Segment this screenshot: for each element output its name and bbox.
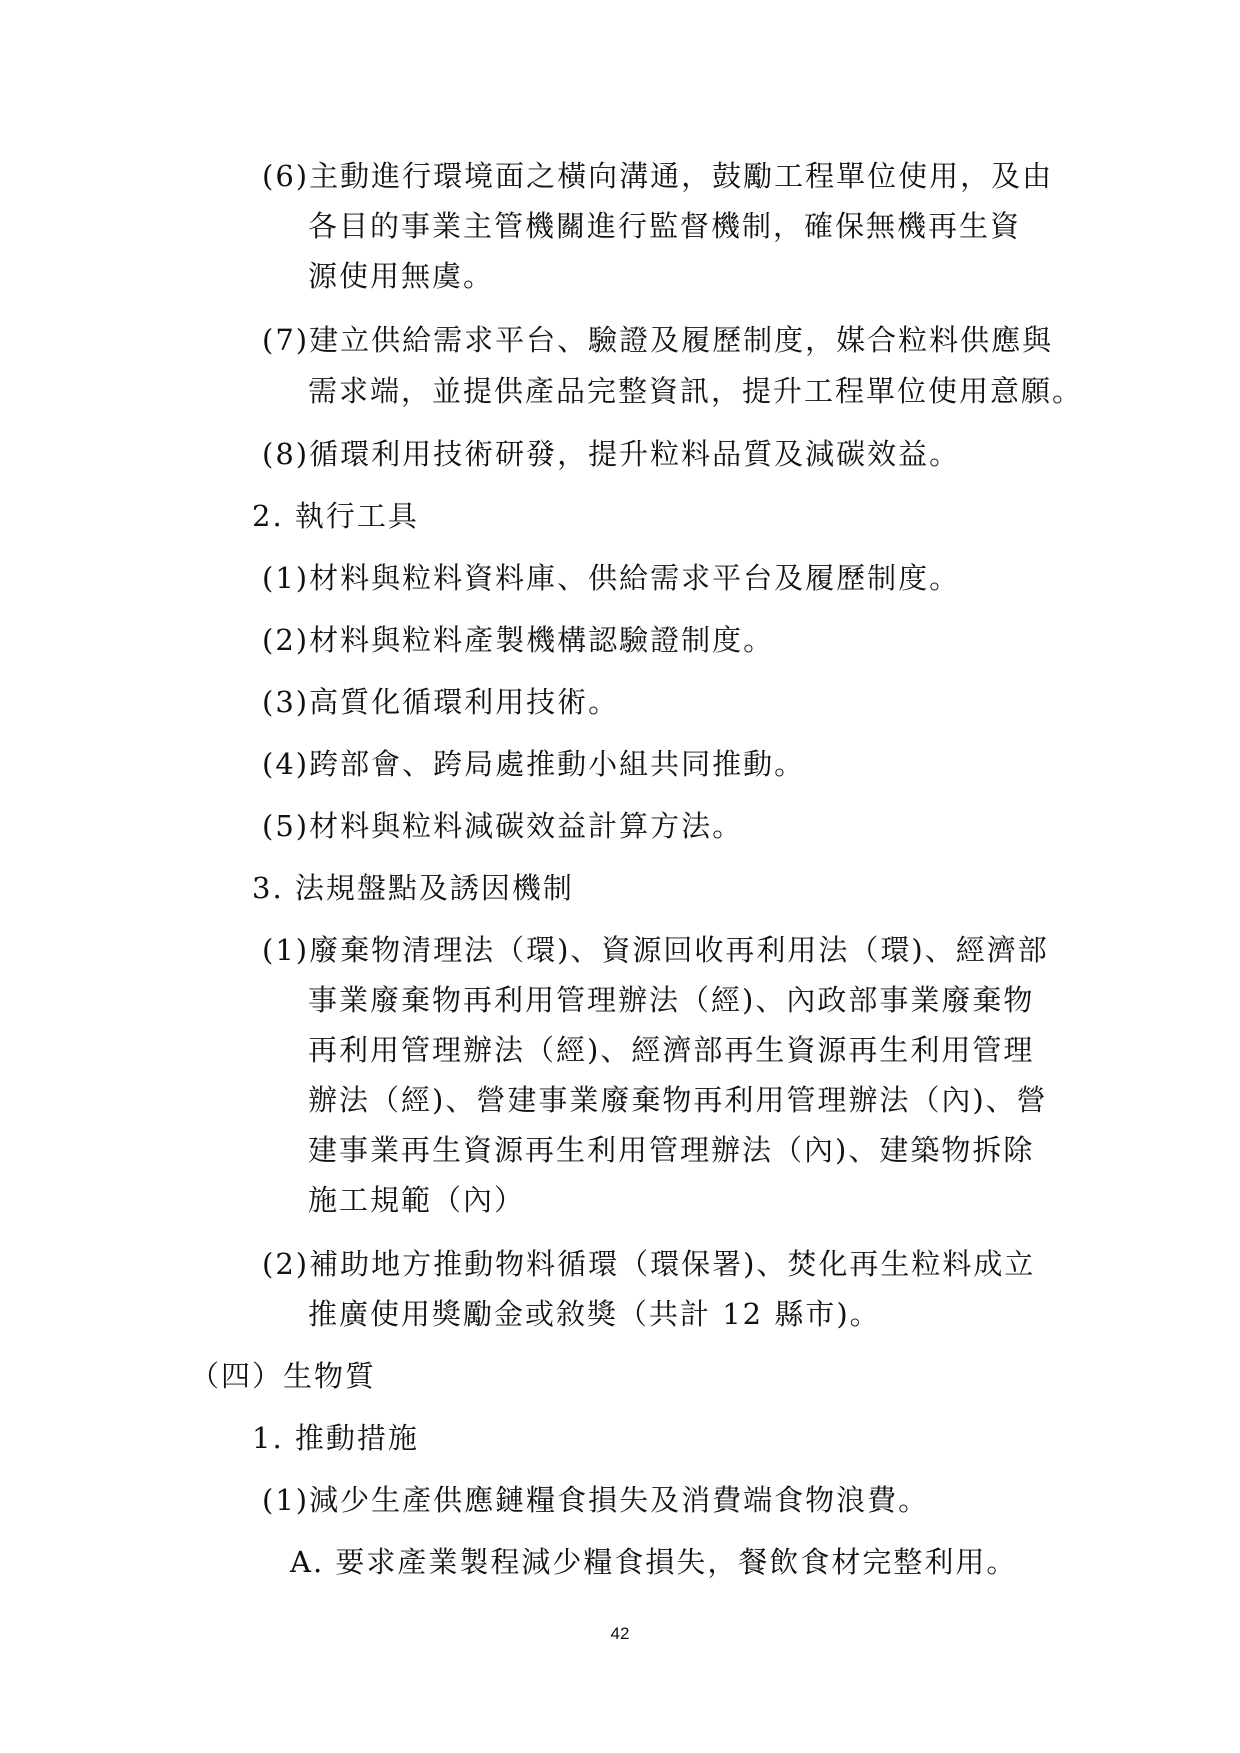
text-line-regulation-1-line-4: 辦法（經)、營建事業廢棄物再利用管理辦法（內)、營 xyxy=(308,1083,1048,1117)
text-line-regulation-1-line-2: 事業廢棄物再利用管理辦法（經)、內政部事業廢棄物 xyxy=(308,983,1035,1017)
text-line-regulation-1-line-5: 建事業再生資源再生利用管理辦法（內)、建築物拆除 xyxy=(308,1133,1035,1167)
text-line-item-6-line-2: 各目的事業主管機關進行監督機制，確保無機再生資 xyxy=(308,209,1022,243)
text-line-item-6-line-3: 源使用無虞。 xyxy=(308,259,495,293)
text-line-measure-1-a: A. 要求產業製程減少糧食損失，餐飲食材完整利用。 xyxy=(290,1545,1018,1579)
text-line-tool-1: (1)材料與粒料資料庫、供給需求平台及履歷制度。 xyxy=(262,561,961,595)
text-line-regulation-2-line-2: 推廣使用獎勵金或敘獎（共計 12 縣市)。 xyxy=(308,1297,881,1331)
heading-execution-tools: 2. 執行工具 xyxy=(252,499,419,533)
text-line-regulation-1-line-6: 施工規範（內） xyxy=(308,1183,526,1217)
text-line-item-8: (8)循環利用技術研發，提升粒料品質及減碳效益。 xyxy=(262,437,961,471)
text-line-regulation-1-line-3: 再利用管理辦法（經)、經濟部再生資源再生利用管理 xyxy=(308,1033,1035,1067)
text-line-item-7-line-2: 需求端，並提供產品完整資訊，提升工程單位使用意願。 xyxy=(308,374,1084,408)
text-line-item-7-line-1: (7)建立供給需求平台、驗證及履歷制度，媒合粒料供應與 xyxy=(262,323,1054,357)
page-number: 42 xyxy=(610,1624,630,1643)
text-line-tool-5: (5)材料與粒料減碳效益計算方法。 xyxy=(262,809,744,843)
text-line-regulation-2-line-1: (2)補助地方推動物料循環（環保署)、焚化再生粒料成立 xyxy=(262,1247,1036,1281)
text-line-item-6-line-1: (6)主動進行環境面之橫向溝通，鼓勵工程單位使用，及由 xyxy=(262,159,1054,193)
heading-measures: 1. 推動措施 xyxy=(252,1421,419,1455)
text-line-tool-2: (2)材料與粒料產製機構認驗證制度。 xyxy=(262,623,775,657)
text-line-tool-4: (4)跨部會、跨局處推動小組共同推動。 xyxy=(262,747,806,781)
text-line-tool-3: (3)高質化循環利用技術。 xyxy=(262,685,620,719)
heading-regulations: 3. 法規盤點及誘因機制 xyxy=(252,871,574,905)
section-heading-biomass: （四）生物質 xyxy=(190,1359,377,1393)
text-line-regulation-1-line-1: (1)廢棄物清理法（環)、資源回收再利用法（環)、經濟部 xyxy=(262,933,1049,967)
text-line-measure-1: (1)減少生產供應鏈糧食損失及消費端食物浪費。 xyxy=(262,1483,930,1517)
